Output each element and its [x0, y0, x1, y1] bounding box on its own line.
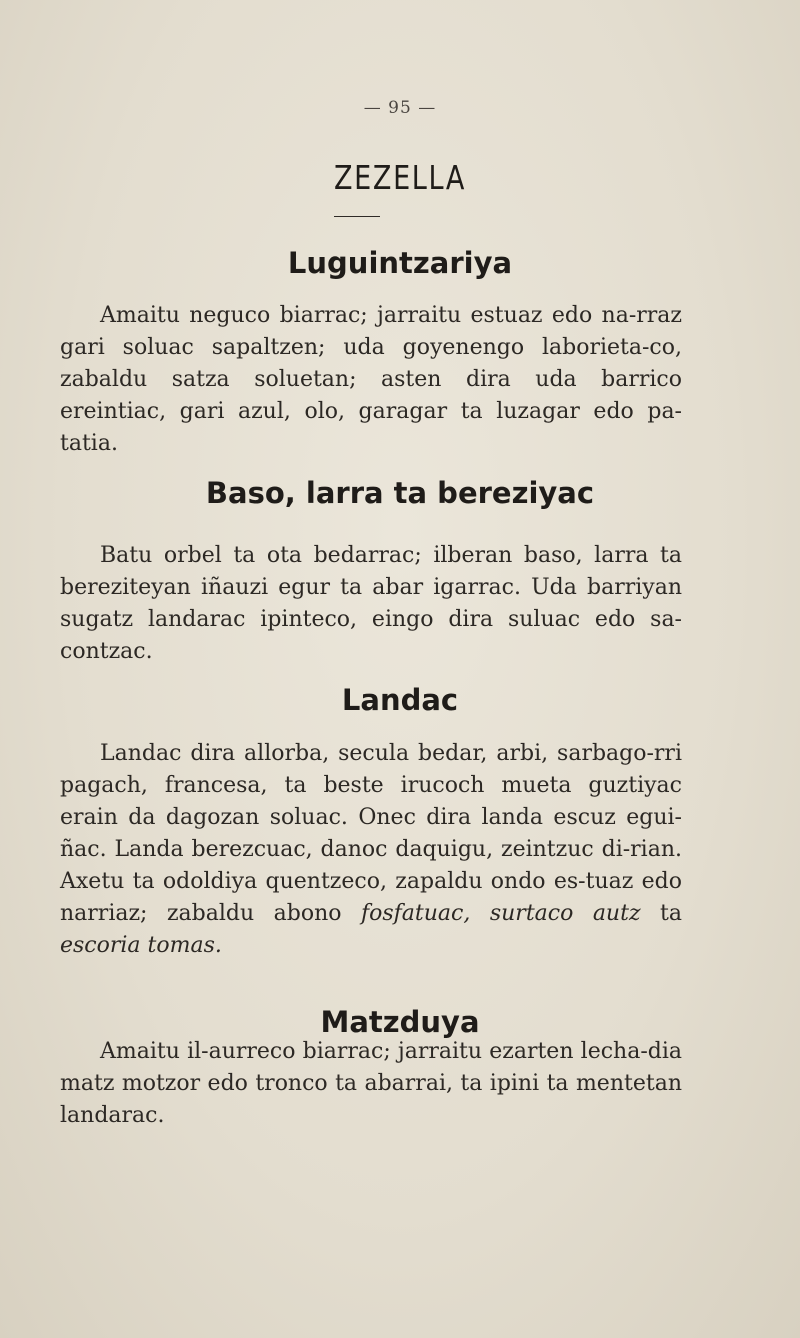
paragraph-text: Batu orbel ta ota bedarrac; ilberan baso, larra ta bereziteyan iñauzi egur ta abar igarrac. Uda barriyan sugatz landarac ipinteco, eingo dira suluac edo sa-contzac.: [60, 543, 682, 664]
page-number: — 95 —: [363, 98, 437, 118]
section-title-landac: Landac: [341, 683, 459, 717]
section-text-matzduya: [60, 1036, 682, 1132]
paragraph-text: ta: [660, 901, 682, 926]
italic-term: fosfatuac, surtaco autz: [360, 901, 641, 926]
paragraph-text: Amaitu neguco biarrac; jarraitu estuaz edo na-rraz gari soluac sapaltzen; uda goyenengo laborieta-co, zabaldu satza soluetan; asten dira uda barrico ereintiac, gari azul, olo, garagar ta luzagar edo pa-tatia.: [60, 303, 682, 456]
section-title-matzduya: Matzduya: [320, 1005, 480, 1039]
section-title-baso: Baso, larra ta bereziyac: [205, 476, 595, 510]
section-title-luguintzariya: Luguintzariya: [287, 246, 513, 280]
chapter-title: ZEZELLA: [333, 158, 467, 197]
paragraph-text: Amaitu il-aurreco biarrac; jarraitu ezarten lecha-dia matz motzor edo tronco ta abarrai, ta ipini ta mentetan landarac.: [60, 1039, 682, 1128]
section-text-luguintzariya: [60, 300, 682, 460]
section-text-landac: [60, 738, 682, 962]
italic-term: escoria tomas.: [60, 933, 222, 958]
title-divider: [334, 216, 380, 217]
section-text-baso: [60, 540, 682, 668]
paragraph-text: Landac dira allorba, secula bedar, arbi, sarbago-rri pagach, francesa, ta beste irucoch mueta guztiyac erain da dagozan soluac. Onec dira landa escuz egui-ñac. Landa berezcuac, danoc daquigu, zeintzuc di-rian. Axetu ta odoldiya quentzeco, zapaldu ondo es-tuaz edo narriaz; zabaldu abono: [60, 741, 682, 926]
